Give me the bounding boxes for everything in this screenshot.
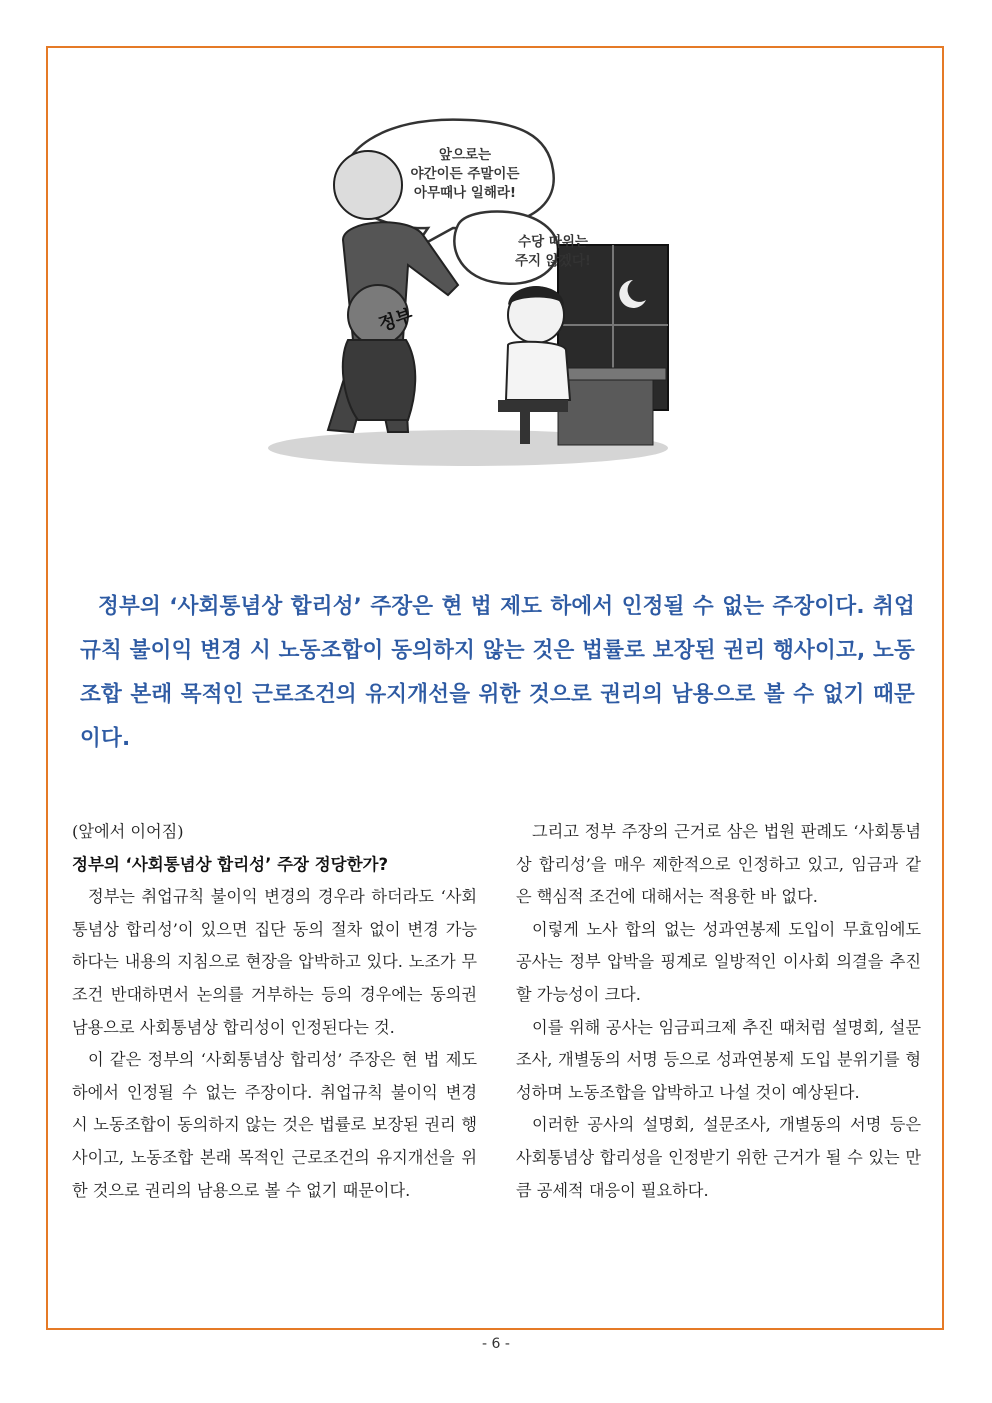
article-left-column — [72, 816, 477, 1207]
right-paragraph-3: 이를 위해 공사는 임금피크제 추진 때처럼 설명회, 설문조사, 개별동의 서명 등으로 성과연봉제 도입 분위기를 형성하며 노동조합을 압박하고 나설 것이 예상된다. — [516, 1017, 921, 1102]
page-number: - 6 - — [482, 1336, 510, 1352]
left-paragraph-2: 이 같은 정부의 ‘사회통념상 합리성’ 주장은 현 법 제도 하에서 인정될 수 없는 주장이다. 취업규칙 불이익 변경 시 노동조합이 동의하지 않는 것은 법률로 보장된 권리 행사이고, 노동조합 본래 목적인 근로조건의 유지개선을 위한 것으로 권리의 남용으로 볼 수 없기 때문이다. — [72, 1050, 477, 1200]
left-paragraph-1: 정부는 취업규칙 불이익 변경의 경우라 하더라도 ‘사회통념상 합리성’이 있으면 집단 동의 절차 없이 변경 가능하다는 내용의 지침으로 현장을 압박하고 있다. 노조가 무조건 반대하면서 논의를 거부하는 등의 경우에는 동의권 남용으로 사회통념상 합리성이 인정된다는 것. — [72, 887, 477, 1037]
article-heading: 정부의 ‘사회통념상 합리성’ 주장 정당한가? — [72, 854, 389, 874]
government-label: 정부 — [376, 305, 416, 336]
right-paragraph-1: 그리고 정부 주장의 근거로 삼은 법원 판례도 ‘사회통념상 합리성’을 매우 제한적으로 인정하고 있고, 임금과 같은 핵심적 조건에 대해서는 적용한 바 없다. — [516, 822, 921, 907]
article-right-column — [516, 816, 921, 1207]
speech-bubble-second: 수당 따위는 주지 않겠다! — [514, 234, 592, 269]
summary-text: 정부의 ‘사회통념상 합리성’ 주장은 현 법 제도 하에서 인정될 수 없는 주장이다. 취업규칙 불이익 변경 시 노동조합이 동의하지 않는 것은 법률로 보장된 권리 행사이고, 노동조합 본래 목적인 근로조건의 유지개선을 위한 것으로 권리의 남용으로 볼 수 없기 때문이다. — [80, 594, 915, 751]
summary-callout — [80, 585, 915, 761]
continued-note: (앞에서 이어짐) — [72, 822, 184, 841]
right-paragraph-2: 이렇게 노사 합의 없는 성과연봉제 도입이 무효임에도 공사는 정부 압박을 핑계로 일방적인 이사회 의결을 추진할 가능성이 크다. — [516, 919, 921, 1004]
right-paragraph-4: 이러한 공사의 설명회, 설문조사, 개별동의 서명 등은 사회통념상 합리성을 인정받기 위한 근거가 될 수 있는 만큼 공세적 대응이 필요하다. — [516, 1115, 921, 1200]
speech-bubble-main: 앞으로는 야간이든 주말이든 아무때나 일해라! — [410, 147, 520, 201]
